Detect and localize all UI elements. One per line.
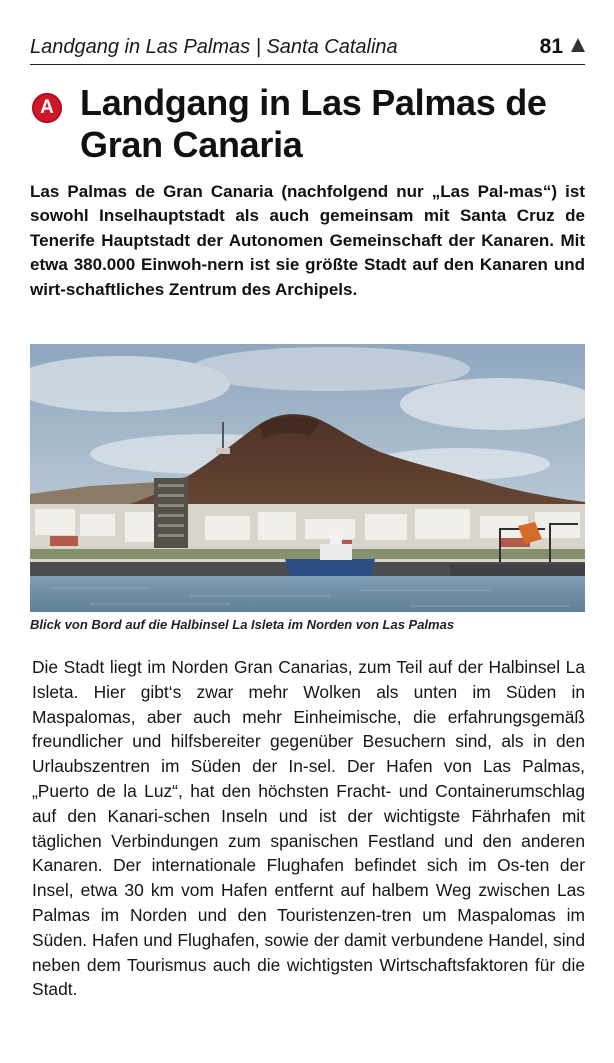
page-title: Landgang in Las Palmas de Gran Canaria xyxy=(80,82,547,165)
page-number: 81 xyxy=(539,35,563,58)
lead-paragraph: Las Palmas de Gran Canaria (nachfolgend nur „Las Pal-mas“) ist sowohl Inselhauptstadt als auch gemeinsam mit Santa Cruz de Tenerife Hauptstadt der Autonomen Gemeinschaft der Kanaren. Mit etwa 380.000 Einwoh-nern ist sie größte Stadt auf den Kanaren und wirt-schaftliches Zentrum des Archipels. xyxy=(30,182,585,299)
up-arrow-icon xyxy=(571,38,585,52)
photo-caption: Blick von Bord auf die Halbinsel La Isleta im Norden von Las Palmas xyxy=(30,617,455,632)
body-paragraph: Die Stadt liegt im Norden Gran Canarias, zum Teil auf der Halbinsel La Isleta. Hier gibt‘s zwar mehr Wolken als unten im Süden in Maspalomas, aber auch mehr Einheimische, die erfahrungsgemäß freundlicher und hilfsbereiter gegenüber Besuchern sind, als in den Urlaubszentren im Süden der In-sel. Der Hafen von Las Palmas, „Puerto de la Luz“, hat den höchsten Fracht- und Containerumschlag auf den Kanari-schen Inseln und ist der wichtigste Fährhafen mit täglichen Verbindungen zum spanischen Festland und den anderen Kanaren. Der internationale Flughafen befindet sich im Os-ten der Insel, etwa 30 km vom Hafen entfernt auf halbem Weg zwischen Las Palmas im Norden und den Touristenzen-tren um Maspalomas im Süden. Hafen und Flughafen, sowie der damit verbundene Handel, sind neben dem Tourismus auch die wichtigsten Wirtschaftsfaktoren für die Stadt. xyxy=(32,657,585,1000)
section-marker-badge: A xyxy=(32,93,62,123)
running-header xyxy=(30,30,585,65)
la-isleta-photo-illustration xyxy=(30,344,585,612)
harbor-photo xyxy=(30,344,585,612)
running-header-title: Landgang in Las Palmas | Santa Catalina xyxy=(30,36,398,58)
